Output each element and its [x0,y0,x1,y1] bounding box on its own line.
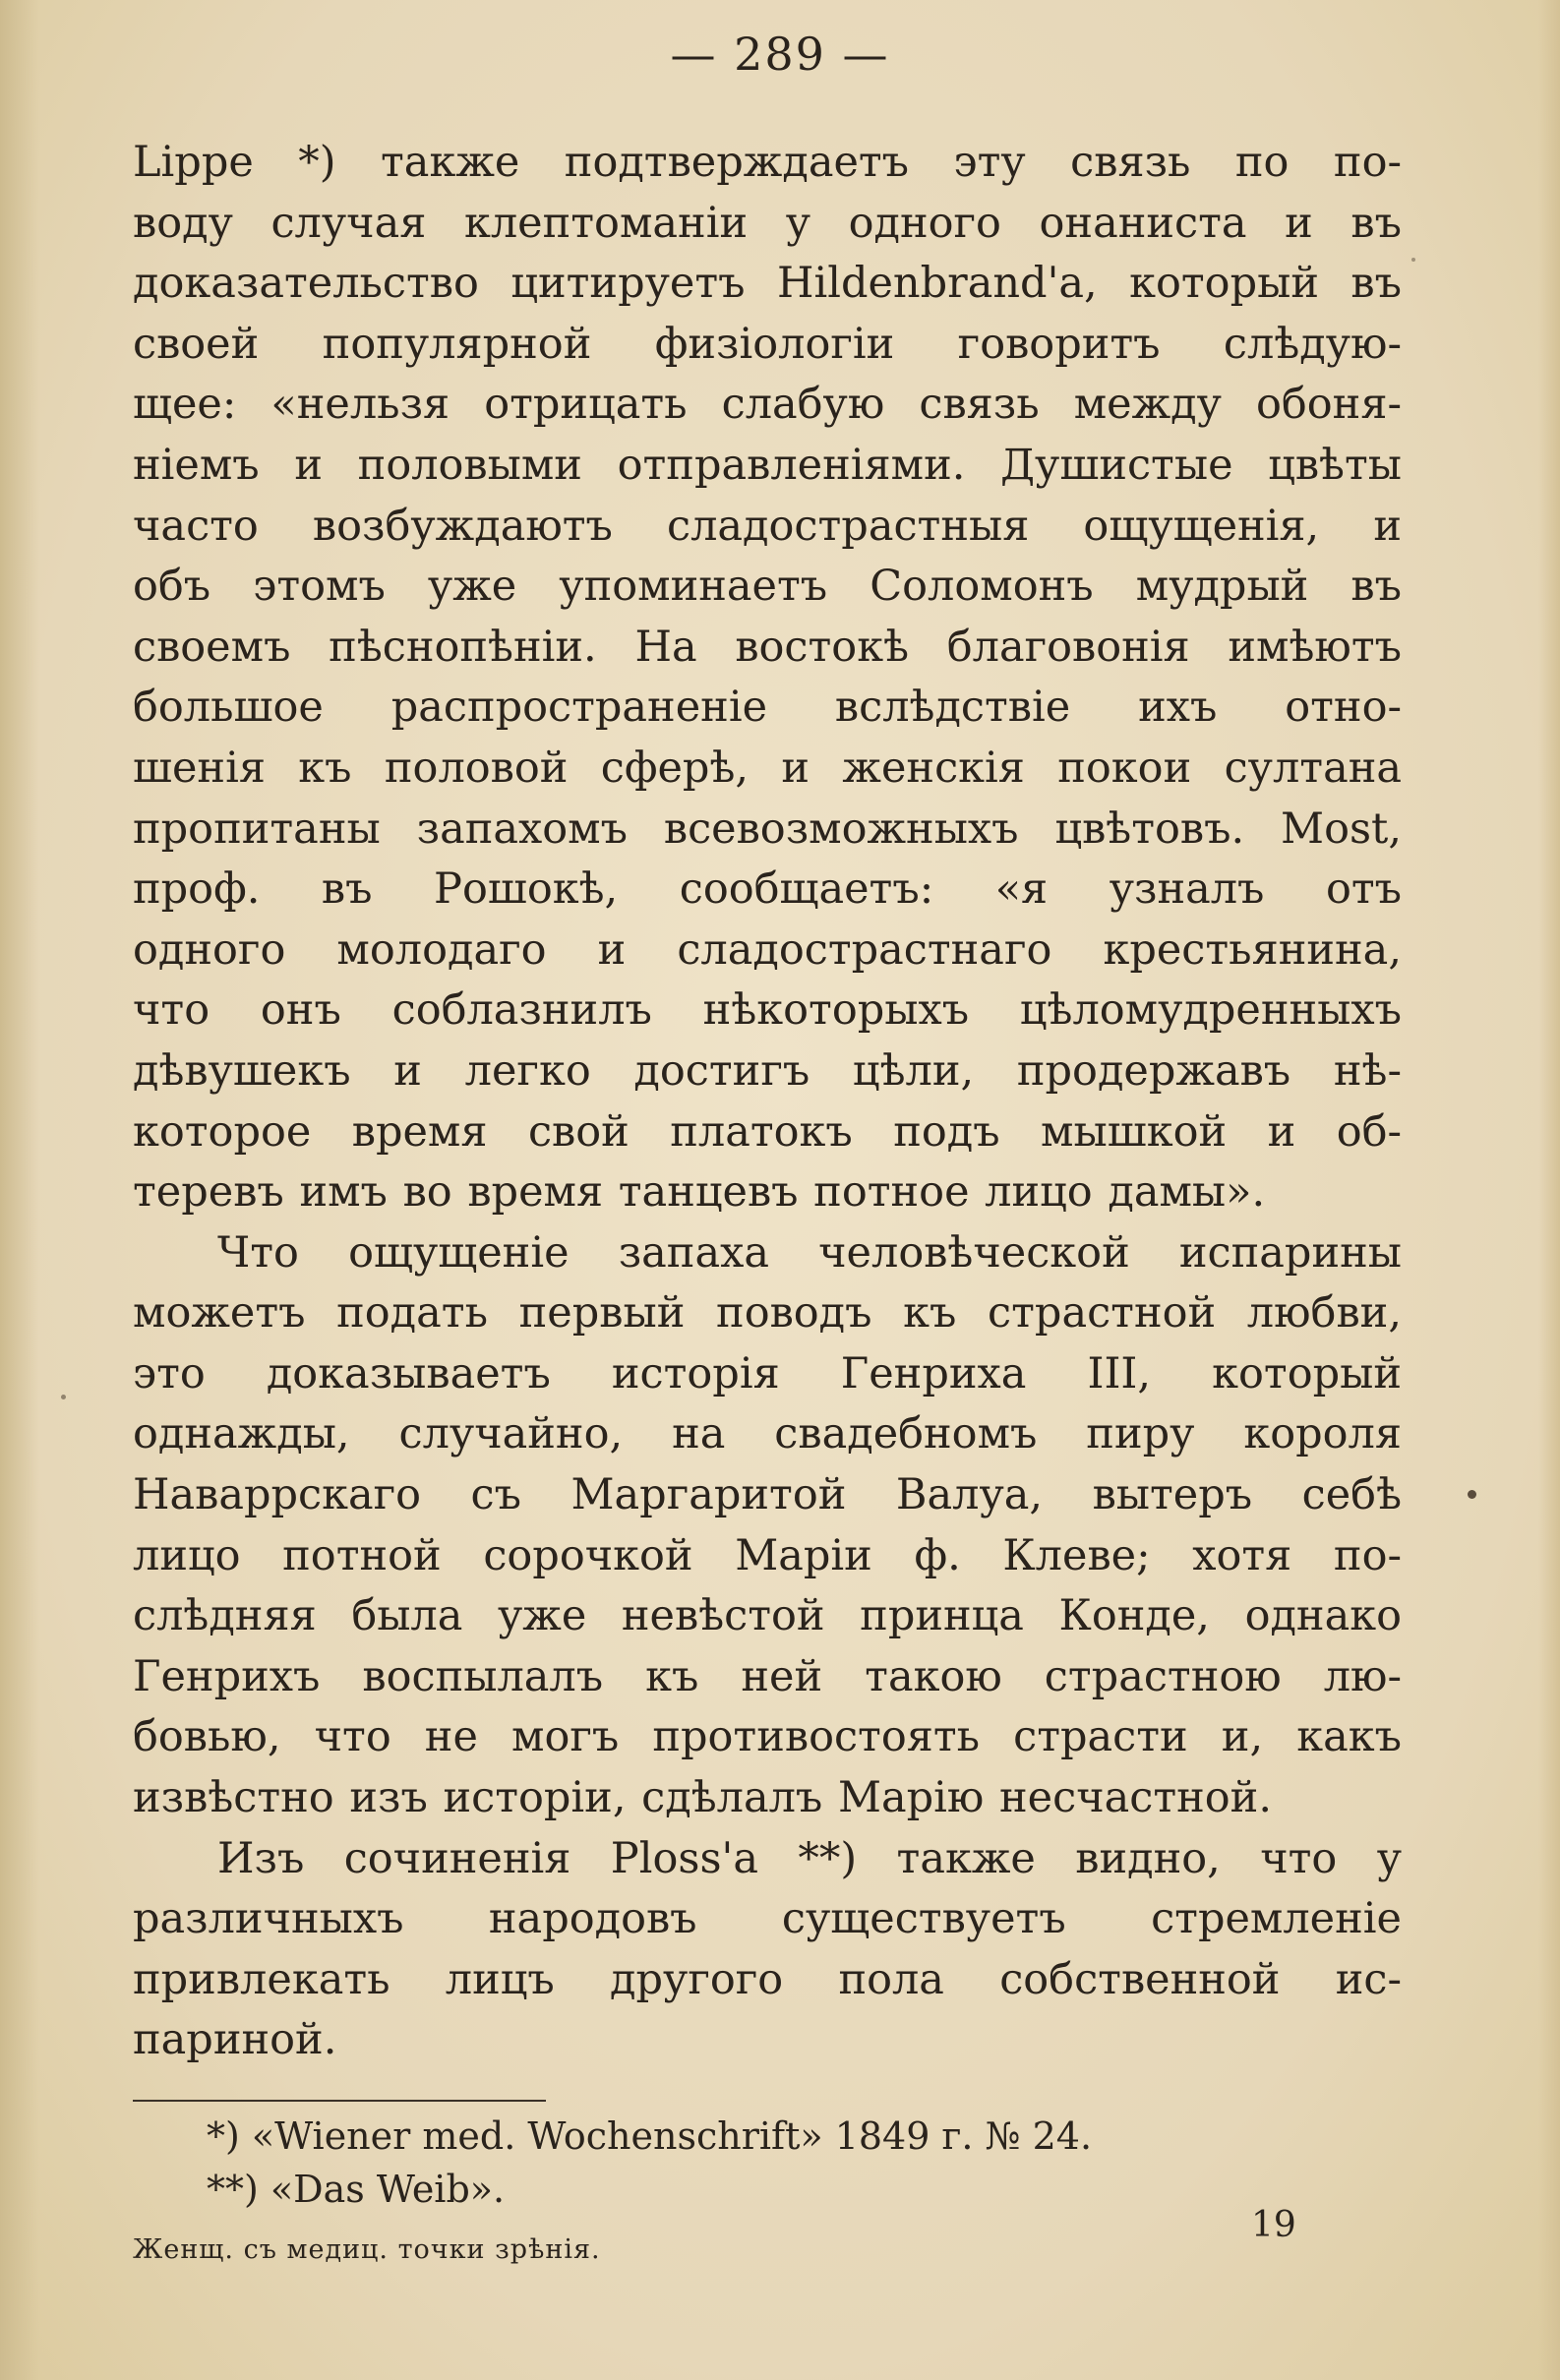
page-right-edge-shadow [1538,0,1560,2380]
text-line: извѣстно изъ исторіи, сдѣлалъ Марію несчастной. [133,1773,1273,1823]
book-title-footer: Женщ. съ медиц. точки зрѣнія. [133,2234,601,2265]
page-number: — 289 — [670,28,890,81]
text-line: различныхъ народовъ существуетъ стремленіе [133,1894,1402,1944]
text-line: своемъ пѣснопѣніи. На востокѣ благовонія имѣютъ [133,622,1402,672]
text-line: однажды, случайно, на свадебномъ пиру короля [133,1409,1402,1459]
text-line: одного молодаго и сладострастнаго крестьянина, [133,924,1402,975]
text-line: Lippe *) также подтверждаетъ эту связь по по- [133,138,1402,187]
text-line: Что ощущеніе запаха человѣческой испарины [217,1227,1402,1278]
text-line: Генрихъ воспылалъ къ ней такою страстною лю- [133,1651,1402,1701]
text-line: которое время свой платокъ подъ мышкой и об- [133,1106,1402,1157]
page-left-edge-shadow [0,0,39,2380]
text-line: ніемъ и половыми отправленіями. Душистые цвѣты [133,440,1402,490]
text-line: дѣвушекъ и легко достигъ цѣли, продержавъ нѣ- [133,1045,1402,1096]
text-line: проф. въ Рошокѣ, сообщаетъ: «я узналъ отъ [133,864,1402,915]
text-line: своей популярной физіологіи говоритъ слѣдую- [133,319,1402,369]
text-line: доказательство цитируетъ Hildenbrand'a, который въ [133,259,1402,309]
text-line: бовью, что не могъ противостоять страсти и, какъ [133,1712,1402,1762]
text-line: объ этомъ уже упоминаетъ Соломонъ мудрый въ [133,562,1402,612]
text-line: теревъ имъ во время танцевъ потное лицо дамы». [133,1167,1266,1218]
paper-speck [1411,258,1415,262]
footnote: *) «Wiener med. Wochenschrift» 1849 г. № 24. [207,2114,1093,2158]
text-line: пропитаны запахомъ всевозможныхъ цвѣтовъ. Most, [133,803,1402,854]
footnotes [207,2110,1092,2216]
paper-speck [1468,1490,1476,1499]
signature-number: 19 [1251,2205,1296,2245]
body-text [133,133,1402,2071]
text-line: слѣдняя была уже невѣстой принца Конде, однако [133,1591,1402,1641]
paper-speck [61,1395,66,1399]
text-line: воду случая клептоманіи у одного онаниста и въ [133,198,1402,248]
text-line: большое распространеніе вслѣдствіе ихъ отно- [133,683,1402,733]
text-line: часто возбуждаютъ сладострастныя ощущенія, и [133,501,1402,551]
text-line: можетъ подать первый поводъ къ страстной любви, [133,1288,1402,1339]
text-line: Изъ сочиненія Ploss'a **) также видно, что у [217,1833,1402,1883]
text-line: Наваррскаго съ Маргаритой Валуа, вытеръ себѣ [133,1470,1402,1520]
text-line: шенія къ половой сферѣ, и женскія покои султана [133,743,1402,793]
text-line: щее: «нельзя отрицать слабую связь между обоня- [133,380,1402,430]
footnote-divider [133,2100,546,2102]
text-line: париной. [133,2015,337,2065]
text-line: привлекать лицъ другого пола собственной ис- [133,1954,1402,2004]
text-line: что онъ соблазнилъ нѣкоторыхъ цѣломудренныхъ [133,985,1402,1036]
text-line: это доказываетъ исторія Генриха III, который [133,1348,1402,1398]
text-line: лицо потной сорочкой Маріи ф. Клеве; хотя по- [133,1530,1402,1580]
footnote: **) «Das Weib». [207,2168,506,2211]
